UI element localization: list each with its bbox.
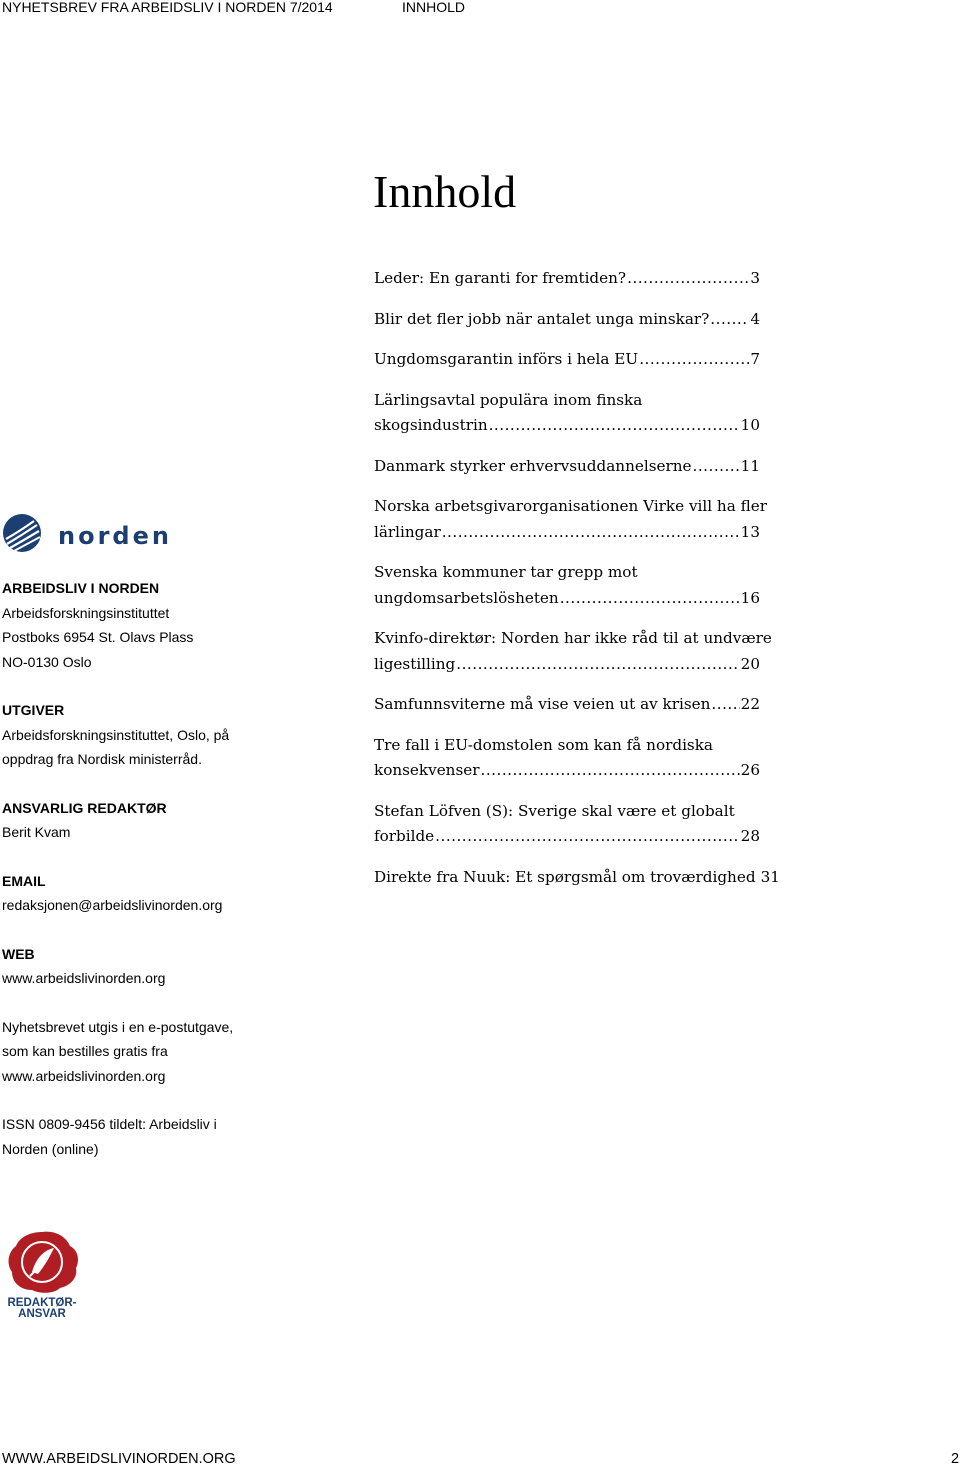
toc-entry[interactable] [374, 307, 760, 333]
toc-entry-title: Leder: En garanti for fremtiden? [374, 269, 627, 287]
org-line: NO-0130 Oslo [2, 653, 92, 670]
toc-entry-title: Norska arbetsgivarorganisationen Virke vill ha fler [374, 497, 767, 515]
toc-entry-line [374, 586, 760, 612]
email-link[interactable]: redaksjonen@arbeidslivinorden.org [2, 897, 223, 913]
toc-entry[interactable] [374, 454, 760, 480]
toc-entry-title: ligestilling [374, 654, 456, 673]
newsletter-info [2, 1015, 292, 1089]
org-line: Arbeidsforskningsinstituttet [2, 604, 170, 621]
toc-entry-line [374, 307, 760, 333]
toc-page-number: 22 [740, 695, 760, 713]
toc-page-number: 7 [750, 350, 760, 368]
org-line: Postboks 6954 St. Olavs Plass [2, 629, 194, 645]
toc-entry-line [374, 799, 760, 825]
toc-entry-title: skogsindustrin [374, 416, 488, 434]
toc-entry-line [374, 692, 760, 718]
toc-entry-title: ungdomsarbetslösheten [374, 588, 559, 607]
toc-entry-line [374, 347, 760, 373]
toc-entry[interactable] [374, 733, 760, 784]
toc-page-number: 31 [760, 867, 780, 886]
page-number: 2 [951, 1451, 960, 1467]
toc-entry-line [374, 560, 760, 586]
toc-entry-title: konsekvenser [374, 761, 480, 779]
issn-info [2, 1112, 292, 1161]
toc-entry[interactable] [374, 692, 760, 718]
editor-responsibility-seal-icon [2, 1228, 82, 1320]
toc-dot-leader [489, 413, 740, 439]
org-label: ARBEIDSLIV I NORDEN [2, 580, 160, 596]
toc-entry-title: Kvinfo-direktør: Norden har ikke råd til at undvære [374, 629, 772, 647]
toc-entry-title: Samfunnsviterne må vise veien ut av krisen [374, 695, 711, 713]
toc-page-number: 4 [750, 309, 760, 328]
toc-dot-leader [456, 652, 739, 678]
toc-entry-line [374, 652, 760, 678]
web-label: WEB [2, 945, 35, 962]
toc-entry-line [374, 626, 772, 652]
toc-entry-title: Svenska kommuner tar grepp mot [374, 563, 638, 581]
email-label: EMAIL [2, 872, 46, 889]
toc-entry[interactable] [374, 388, 760, 439]
newsletter-line: Nyhetsbrevet utgis i en e-postutgave, [2, 1018, 234, 1035]
toc-entry-line [374, 758, 760, 784]
toc-entry[interactable] [374, 560, 760, 611]
toc-dot-leader [711, 692, 739, 718]
toc-entry-line [374, 454, 760, 480]
toc-entry-title: forbilde [374, 827, 435, 845]
toc-entry-line [374, 520, 760, 546]
running-header-title: NYHETSBREV FRA ARBEIDSLIV I NORDEN 7/2014 [2, 0, 333, 15]
publisher-line: Arbeidsforskningsinstituttet, Oslo, på [2, 726, 230, 743]
toc-dot-leader [560, 586, 740, 612]
toc-entry-line [374, 388, 760, 414]
toc-dot-leader [435, 824, 740, 850]
toc-page-number: 13 [740, 522, 760, 541]
toc-dot-leader [442, 520, 740, 546]
toc-entry-title: Danmark styrker erhvervsuddannelserne [374, 456, 692, 475]
toc-entry-title: Blir det fler jobb när antalet unga minskar? [374, 309, 710, 328]
toc-page-number: 28 [740, 827, 760, 845]
toc-entry-title: lärlingar [374, 522, 441, 541]
toc-entry[interactable] [374, 494, 767, 545]
publisher-line: oppdrag fra Nordisk ministerråd. [2, 751, 202, 767]
newsletter-line: som kan bestilles gratis fra [2, 1043, 168, 1059]
issn-line: Norden (online) [2, 1140, 99, 1157]
toc-entry[interactable] [374, 799, 760, 850]
toc-entry-title: Ungdomsgarantin införs i hela EU [374, 350, 639, 368]
footer-website: WWW.ARBEIDSLIVINORDEN.ORG [2, 1451, 236, 1467]
web-link[interactable]: www.arbeidslivinorden.org [2, 970, 166, 986]
toc-entry[interactable] [374, 347, 760, 373]
toc-page-number: 26 [740, 761, 760, 779]
toc-dot-leader [710, 307, 749, 333]
seal-text-line2: ANSVAR [18, 1308, 66, 1320]
toc-dot-leader [639, 347, 749, 373]
toc-entry-title: Tre fall i EU-domstolen som kan få nordiska [374, 735, 713, 754]
toc-dot-leader [627, 266, 749, 292]
toc-entry-line [374, 494, 767, 520]
toc-page-number: 20 [740, 654, 760, 673]
publisher-label: UTGIVER [2, 702, 65, 718]
norden-swan-icon [3, 514, 41, 552]
toc-page-number: 10 [740, 416, 760, 434]
colophon [2, 576, 292, 1161]
norden-logo [2, 511, 204, 555]
toc-entry-title: Direkte fra Nuuk: Et spørgsmål om troværdighed [374, 867, 756, 886]
toc-dot-leader [693, 454, 740, 480]
toc-entry[interactable] [374, 266, 760, 292]
toc-entry-title: Lärlingsavtal populära inom finska [374, 390, 643, 409]
toc-list [374, 266, 780, 905]
toc-title: Innhold [373, 166, 517, 217]
issn-line: ISSN 0809-9456 tildelt: Arbeidsliv i [2, 1116, 217, 1132]
toc-entry-line [374, 824, 760, 850]
toc-entry-line [374, 266, 760, 292]
seal-text-line1: REDAKTØR- [7, 1297, 77, 1309]
toc-entry-line [374, 733, 760, 759]
norden-wordmark: norden [58, 522, 172, 550]
editor-label: ANSVARLIG REDAKTØR [2, 799, 167, 816]
toc-dot-leader [481, 758, 740, 784]
toc-entry-line [374, 865, 780, 891]
running-header-section: INNHOLD [402, 0, 466, 15]
newsletter-link[interactable]: www.arbeidslivinorden.org [2, 1067, 166, 1084]
toc-entry-line [374, 413, 760, 439]
toc-page-number: 3 [750, 269, 760, 287]
editor-name: Berit Kvam [2, 824, 71, 840]
toc-page-number: 11 [740, 456, 760, 475]
toc-entry-title: Stefan Löfven (S): Sverige skal være et globalt [374, 801, 735, 820]
toc-page-number: 16 [740, 588, 760, 607]
toc-entry[interactable] [374, 865, 780, 891]
toc-entry[interactable] [374, 626, 772, 677]
